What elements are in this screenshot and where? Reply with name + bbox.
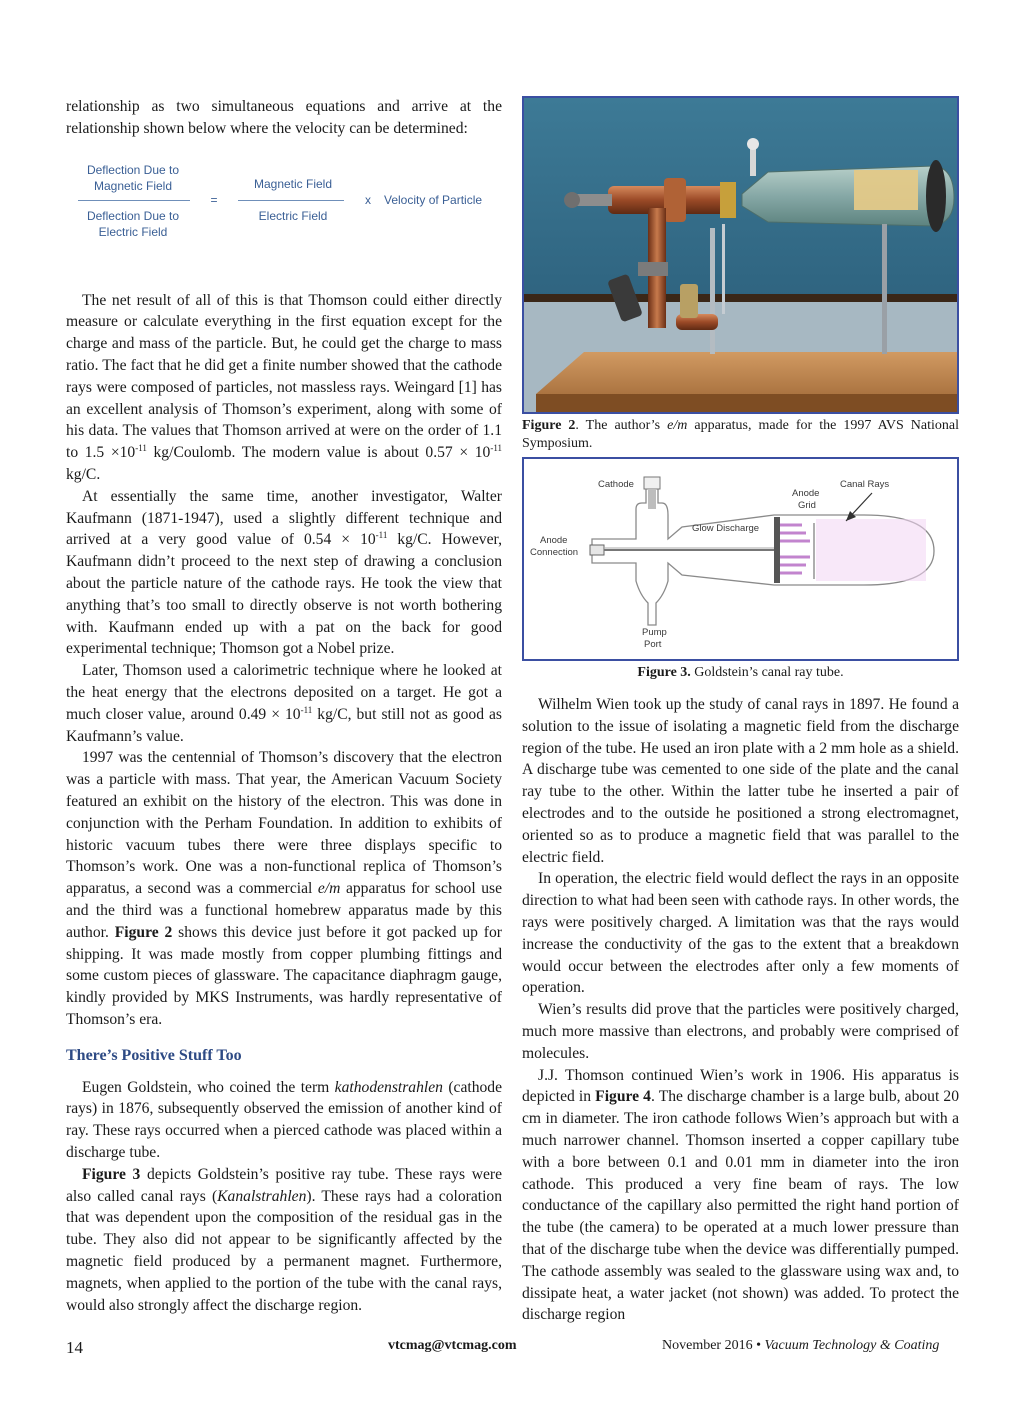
- eq-times: x: [365, 192, 371, 207]
- label-anode-grid-2: Grid: [798, 500, 816, 511]
- eq-numerator-right: Magnetic Field: [253, 176, 333, 191]
- eq-denominator-right: Electric Field: [258, 208, 328, 223]
- left-column: [66, 96, 502, 1316]
- paragraph-centennial: 1997 was the centennial of Thomson’s discovery that the electron was a particle with mass. That year, the American Vacuum Society featured an exhibit on the history of the electron. This was done in conjunction with the Perham Foundation. In addition to exhibits of historic vacuum tubes there were three displays specific to Thomson’s work. One was a non-functional replica of Thomson’s apparatus, a second was a commercial e/m apparatus for school use and the third was a functional homebrew apparatus made by this author. Figure 2 shows this device just before it got packed up for shipping. It was made mostly from copper plumbing fittings and some custom pieces of glassware. The capacitance diaphragm gauge, kindly provided by MKS Instruments, was hardly representative of Thomson’s era.: [66, 749, 502, 1028]
- eq-equals: =: [210, 192, 218, 207]
- eq-velocity: Velocity of Particle: [384, 192, 483, 207]
- eq-denominator-left: Deflection Due to Electric Field: [86, 208, 180, 239]
- figure-3-caption: Figure 3. Goldstein’s canal ray tube.: [637, 665, 844, 680]
- right-column: [522, 96, 959, 1326]
- label-anode-connection-1: Anode: [540, 535, 568, 546]
- eq-numerator-left: Deflection Due to Magnetic Field: [86, 162, 180, 193]
- label-glow-discharge: Glow Discharge: [692, 523, 760, 534]
- canal-ray-tube-diagram: [524, 459, 957, 659]
- paragraph-intro: relationship as two simultaneous equations and arrive at the relationship shown below where the velocity can be determined:: [66, 98, 502, 137]
- paragraph-wien-results: Wien’s results did prove that the particles were positively charged, much more massive than electrons, and probably were comprised of molecules.: [522, 1001, 959, 1062]
- label-cathode: Cathode: [598, 479, 634, 490]
- label-pump-port-1: Pump: [642, 627, 667, 638]
- figure-3-diagram: [522, 457, 959, 661]
- figure-2-caption: Figure 2. The author’s e/m apparatus, made for the 1997 AVS National Symposium.: [522, 418, 959, 451]
- apparatus-photo-illustration: [524, 98, 957, 412]
- paragraph-thomson-1906: J.J. Thomson continued Wien’s work in 1906. His apparatus is depicted in Figure 4. The discharge chamber is a large bulb, about 20 cm in diameter. The iron cathode follows Wien’s approach but with a much narrower channel. Thomson inserted a copper capillary tube with a bore between 0.1 and 0.01 mm in diameter into the iron cathode. This produced a very fine beam of rays. The low conductance of the capillary also permitted the right hand portion of the tube (the camera) to be operated at a much lower pressure than that of the discharge tube when the device was differentially pumped. The cathode assembly was sealed to the glassware using wax and, to dissipate heat, a water jacket (not shown) was added. To protect the discharge region: [522, 1066, 959, 1324]
- paragraph-figure3-desc: Figure 3 depicts Goldstein’s positive ray tube. These rays were also called canal rays (Kanalstrahlen). These rays had a coloration that was dependent upon the composition of the residual gas in the tube. They also did not appear to be significantly affected by the magnetic field produced by a permanent magnet. Furthermore, magnets, when applied to the portion of the tube with the canal rays, would also strongly affect the discharge region.: [66, 1165, 503, 1314]
- velocity-equation: [78, 162, 502, 258]
- figure-2-photo: [522, 96, 959, 414]
- label-anode-connection-2: Connection: [530, 547, 579, 558]
- label-anode-grid-1: Anode: [792, 488, 820, 499]
- paragraph-calorimetric: Later, Thomson used a calorimetric technique where he looked at the heat energy that the electrons deposited on a target. He got a much closer value, around $0.49 \times 10^{-11}$ kg/C, but still not as good as Kaufmann’s value.: [66, 662, 502, 745]
- page-number: 14: [66, 1338, 83, 1357]
- section-heading: There’s Positive Stuff Too: [66, 1046, 242, 1064]
- footer-email: vtcmag@vtcmag.com: [388, 1338, 517, 1353]
- paragraph-net-result: The net result of all of this is that Thomson could either directly measure or calculate everything in the first equation except for the charge and mass of the particle. But, he could get the charge to mass ratio. The fact that he did get a finite number showed that the cathode rays were composed of particles, not massless rays. Weingard [1] has an excellent analysis of Thomson’s experiment, along with some of his data. The values that Thomson arrived at were on the order of 1.1 to $1.5 \times 10^{-11}$ kg/Coulomb. The modern value is about $0.57 \times 10^{-11}$ kg/C.: [66, 291, 502, 483]
- footer-issue: November 2016 • Vacuum Technology & Coating: [662, 1338, 940, 1353]
- label-canal-rays: Canal Rays: [840, 479, 890, 490]
- paragraph-goldstein: Eugen Goldstein, who coined the term kathodenstrahlen (cathode rays) in 1876, subsequently observed the emission of another kind of ray. These rays occurred when a pierced cathode was placed within a discharge tube.: [66, 1078, 503, 1162]
- paragraph-wien: Wilhelm Wien took up the study of canal rays in 1897. He found a solution to the issue of isolating a magnetic field from the discharge region of the tube. He used an iron plate with a 2 mm hole as a shield. A discharge tube was cemented to one side of the plate and the canal ray tube to the other. Within the latter tube he inserted a pair of electrodes and to the outside he positioned a strong electromagnet, oriented so as to produce a magnetic field that was parallel to the electric field.: [522, 696, 959, 866]
- paragraph-kaufmann: At essentially the same time, another investigator, Walter Kaufmann (1871-1947), used a slightly different technique and arrived at a very good value of $0.54 \times 10^{-11}$ kg/C. However, Kaufmann didn’t proceed to the next step of drawing a conclusion about the particle nature of the cathode rays. He took the view that anything that’s too small to directly observe is not worth bothering with. Kaufmann ended up with a pat on the back for good experimental technique; Thomson got a Nobel prize.: [66, 487, 502, 658]
- paragraph-operation: In operation, the electric field would deflect the rays in an opposite direction to what had been seen with cathode rays. In other words, the rays were positively charged. A limitation was that the rays would increase the conductivity of the gas to the extent that a breakdown would occur between the electrodes after only a few moments of operation.: [522, 870, 959, 997]
- label-pump-port-2: Port: [644, 639, 662, 650]
